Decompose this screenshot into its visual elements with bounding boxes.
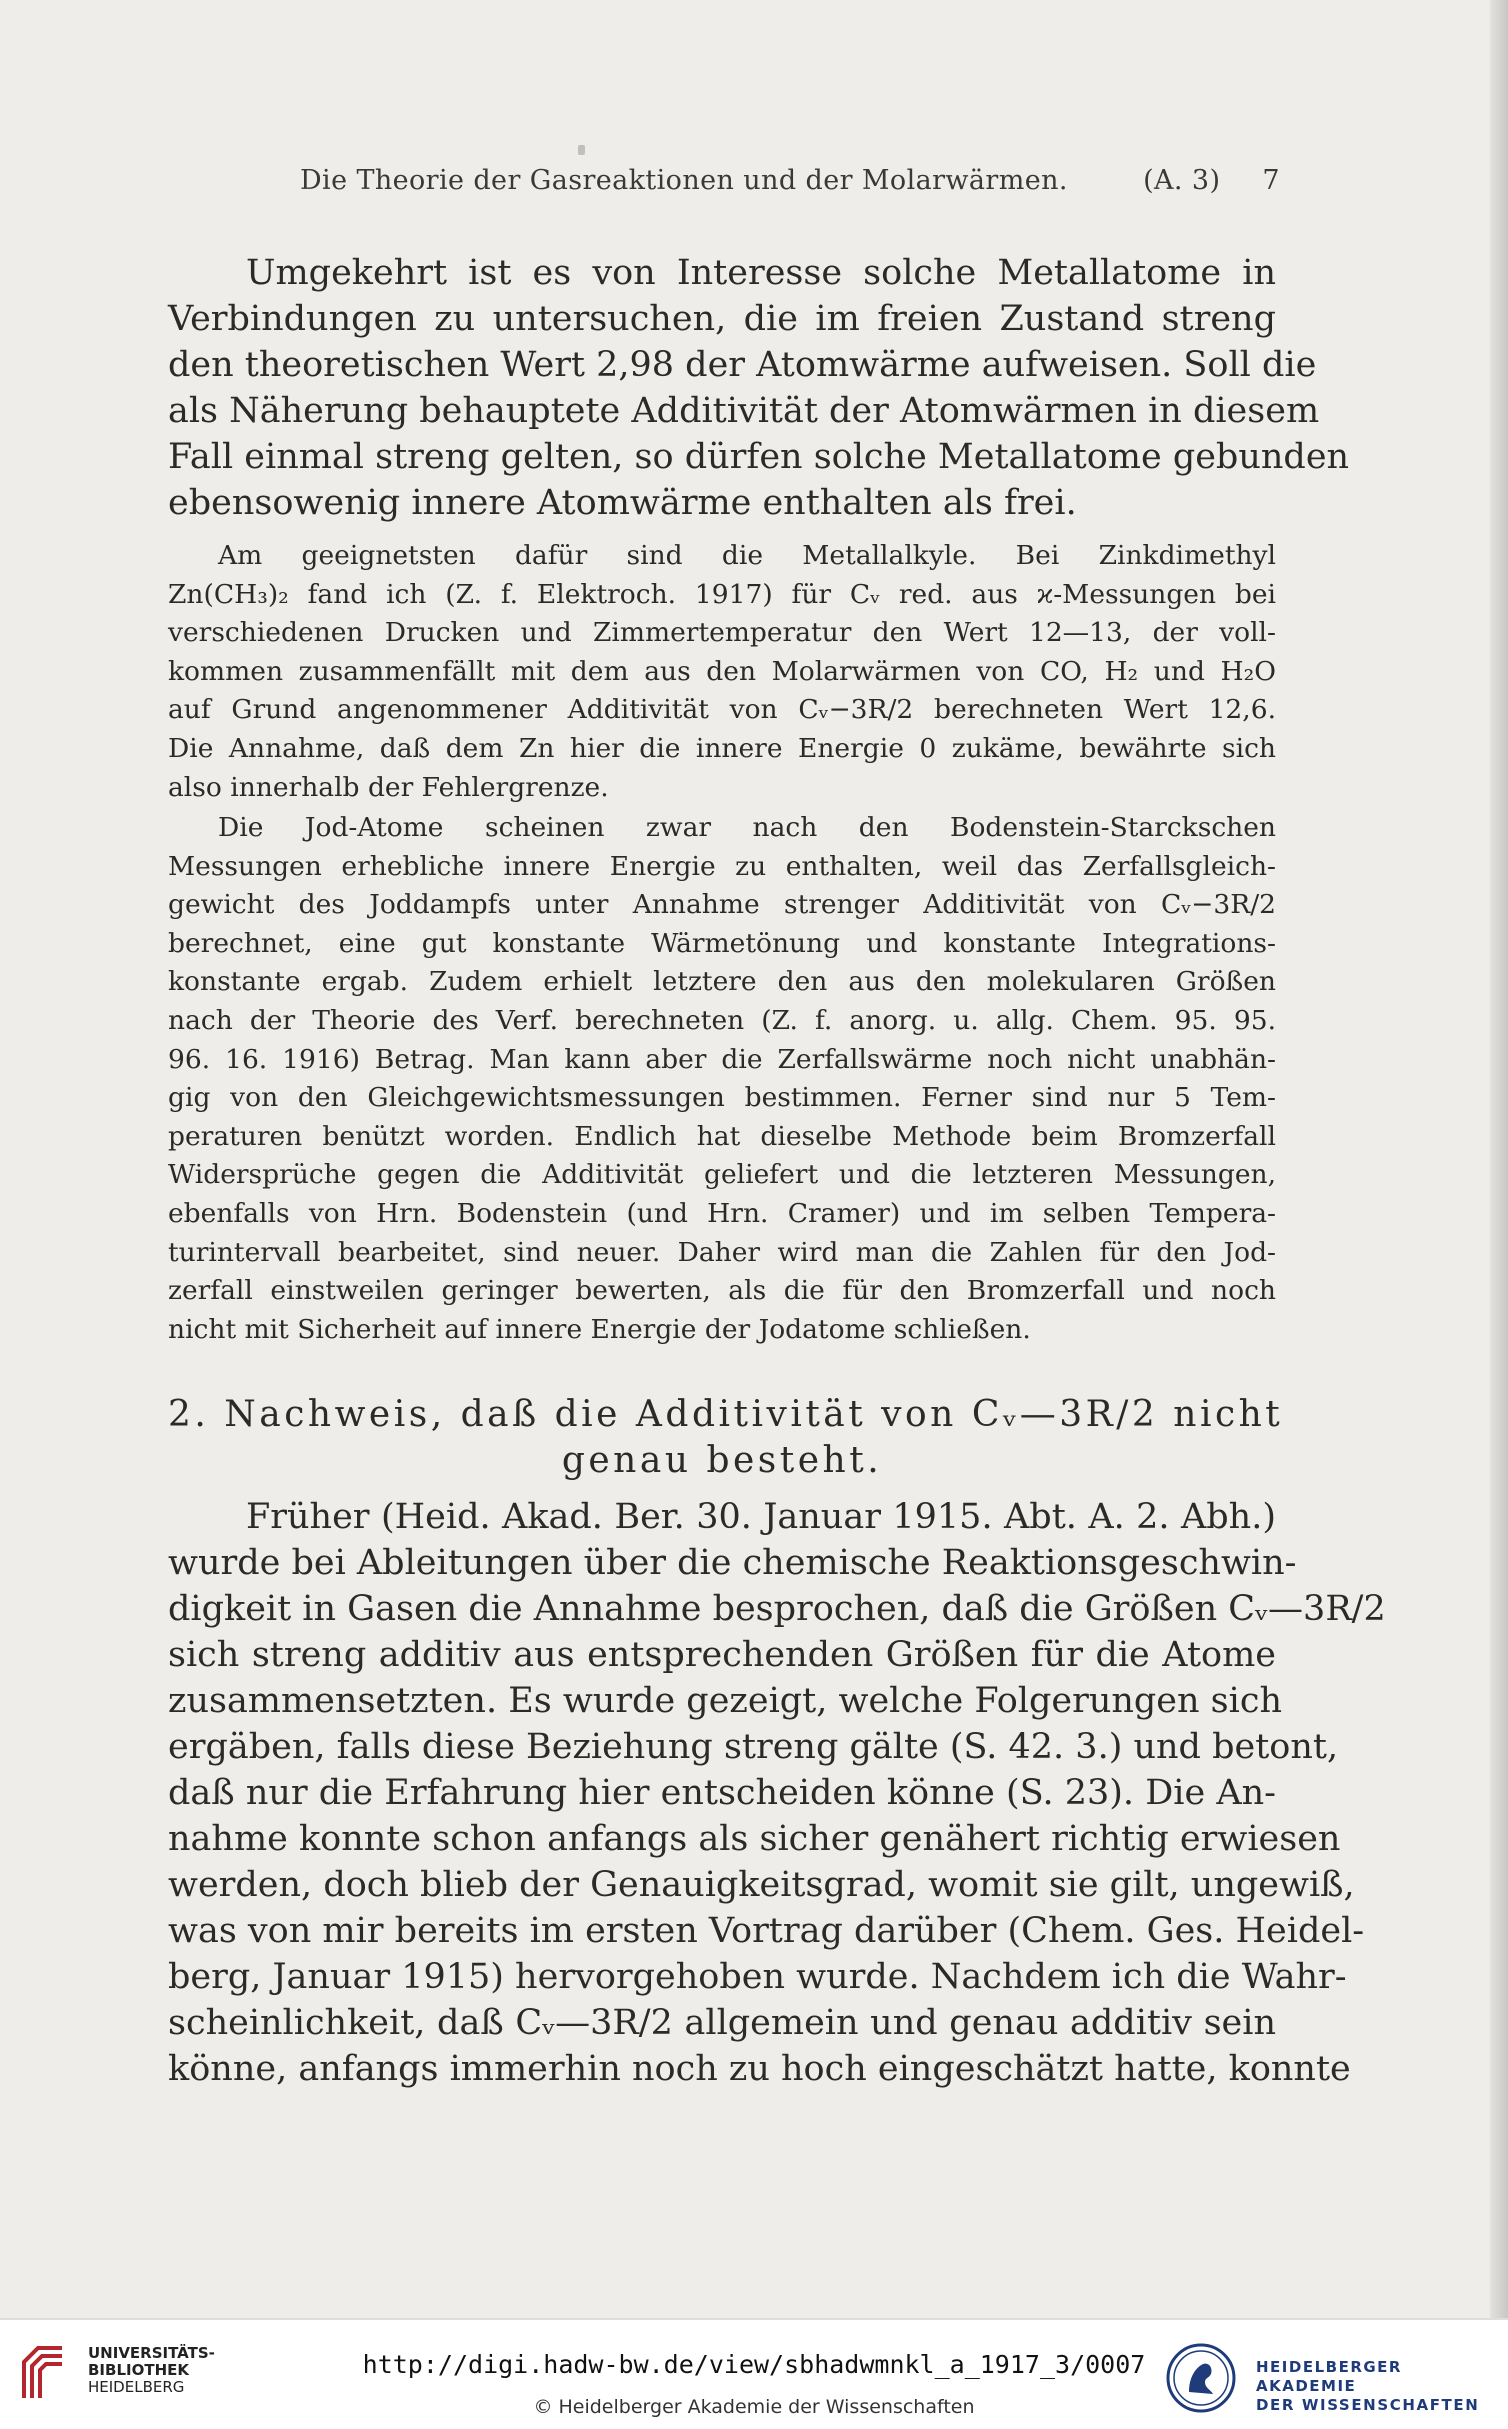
section-heading-line-1: 2. Nachweis, daß die Additivität von Cᵥ—3R/2 nicht: [168, 1394, 1284, 1435]
running-head: [300, 165, 1280, 196]
academy-seal-icon: [1165, 2342, 1237, 2414]
scan-speck: [578, 145, 585, 155]
text-line: turintervall bearbeitet, sind neuer. Daher wird man die Zahlen für den Jod-: [168, 1236, 1276, 1268]
text-line: was von mir bereits im ersten Vortrag darüber (Chem. Ges. Heidel-: [168, 1911, 1365, 1951]
section-heading-line-2: genau besteht.: [561, 1440, 883, 1481]
text-line: berg, Januar 1915) hervorgehoben wurde. Nachdem ich die Wahr-: [168, 1957, 1347, 1997]
library-name-line-2: BIBLIOTHEK: [88, 2361, 189, 2379]
text-line: konstante ergab. Zudem erhielt letztere den aus den molekularen Größen: [168, 966, 1276, 998]
library-name-line-3: HEIDELBERG: [88, 2378, 185, 2396]
text-line: daß nur die Erfahrung hier entscheiden könne (S. 23). Die An-: [168, 1773, 1276, 1813]
page-number: 7: [1262, 165, 1280, 196]
text-line: könne, anfangs immerhin noch zu hoch eingeschätzt hatte, konnte: [168, 2049, 1351, 2089]
text-line: Die Jod-Atome scheinen zwar nach den Bodenstein-Starckschen: [218, 812, 1276, 843]
running-head-title: Die Theorie der Gasreaktionen und der Molarwärmen.: [300, 165, 1068, 196]
text-line: Verbindungen zu untersuchen, die im freien Zustand streng: [168, 299, 1276, 339]
text-line: Messungen erhebliche innere Energie zu enthalten, weil das Zerfallsgleich-: [168, 850, 1276, 882]
text-line: verschiedenen Drucken und Zimmertemperatur den Wert 12—13, der voll-: [168, 617, 1276, 649]
page-edge-shadow: [1490, 0, 1508, 2318]
academy-name-line-1: HEIDELBERGER AKADEMIE: [1256, 2358, 1402, 2395]
section-heading: [168, 1392, 1284, 1484]
text-line: berechnet, eine gut konstante Wärmetönung und konstante Integrations-: [168, 927, 1276, 959]
text-line: den theoretischen Wert 2,98 der Atomwärme aufweisen. Soll die: [168, 345, 1317, 385]
text-line: gewicht des Joddampfs unter Annahme strenger Additivität von Cᵥ−3R/2: [168, 889, 1276, 921]
paragraph-2: [168, 537, 1276, 807]
text-line: nahme konnte schon anfangs als sicher genähert richtig erwiesen: [168, 1819, 1341, 1859]
text-line: Früher (Heid. Akad. Ber. 30. Januar 1915. Abt. A. 2. Abh.): [246, 1497, 1276, 1537]
text-line: 96. 16. 1916) Betrag. Man kann aber die Zerfallswärme noch nicht unabhän-: [168, 1043, 1276, 1075]
permalink-url[interactable]: http://digi.hadw-bw.de/view/sbhadwmnkl_a_1917_3/0007: [362, 2350, 1146, 2379]
text-line: werden, doch blieb der Genauigkeitsgrad, womit sie gilt, ungewiß,: [168, 1865, 1355, 1905]
running-head-section: (A. 3): [1143, 165, 1221, 196]
text-line: wurde bei Ableitungen über die chemische Reaktionsgeschwin-: [168, 1543, 1297, 1583]
text-line: Die Annahme, daß dem Zn hier die innere Energie 0 zukäme, bewährte sich: [168, 732, 1276, 764]
text-line: gig von den Gleichgewichtsmessungen bestimmen. Ferner sind nur 5 Tem-: [168, 1082, 1276, 1114]
academy-name-line-2: DER WISSENSCHAFTEN: [1256, 2396, 1480, 2414]
paragraph-4: [168, 1494, 1386, 2092]
text-line: zerfall einstweilen geringer bewerten, als die für den Bromzerfall und noch: [168, 1275, 1276, 1307]
text-line: kommen zusammenfällt mit dem aus den Molarwärmen von CO, H₂ und H₂O: [168, 655, 1276, 687]
text-line: Widersprüche gegen die Additivität geliefert und die letzteren Messungen,: [168, 1159, 1276, 1191]
text-line: als Näherung behauptete Additivität der Atomwärmen in diesem: [168, 391, 1320, 431]
text-line: Fall einmal streng gelten, so dürfen solche Metallatome gebunden: [168, 437, 1350, 477]
paragraph-3: [168, 809, 1276, 1349]
text-line: also innerhalb der Fehlergrenze.: [168, 771, 609, 803]
text-line: nach der Theorie des Verf. berechneten (Z. f. anorg. u. allg. Chem. 95. 95.: [168, 1004, 1276, 1036]
library-name-line-1: UNIVERSITÄTS-: [88, 2344, 215, 2362]
text-line: ebensowenig innere Atomwärme enthalten als frei.: [168, 483, 1077, 523]
text-line: digkeit in Gasen die Annahme besprochen, daß die Größen Cᵥ—3R/2: [168, 1589, 1386, 1629]
text-line: ebenfalls von Hrn. Bodenstein (und Hrn. Cramer) und im selben Tempera-: [168, 1197, 1276, 1229]
text-line: auf Grund angenommener Additivität von Cᵥ−3R/2 berechneten Wert 12,6.: [168, 694, 1276, 726]
text-line: nicht mit Sicherheit auf innere Energie der Jodatome schließen.: [168, 1313, 1031, 1345]
footer-bar: [0, 2318, 1508, 2429]
text-line: Am geeignetsten dafür sind die Metallalkyle. Bei Zinkdimethyl: [218, 540, 1276, 571]
text-line: scheinlichkeit, daß Cᵥ—3R/2 allgemein und genau additiv sein: [168, 2003, 1276, 2043]
text-line: ergäben, falls diese Beziehung streng gälte (S. 42. 3.) und betont,: [168, 1727, 1339, 1767]
text-line: Zn(CH₃)₂ fand ich (Z. f. Elektroch. 1917) für Cᵥ red. aus ϰ-Messungen bei: [168, 578, 1276, 610]
text-line: peraturen benützt worden. Endlich hat dieselbe Methode beim Bromzerfall: [168, 1120, 1276, 1152]
text-line: zusammensetzten. Es wurde gezeigt, welche Folgerungen sich: [168, 1681, 1282, 1721]
text-line: sich streng additiv aus entsprechenden Größen für die Atome: [168, 1635, 1276, 1675]
paragraph-1: [168, 250, 1350, 526]
academy-name: [1256, 2358, 1508, 2415]
text-line: Umgekehrt ist es von Interesse solche Metallatome in: [246, 253, 1276, 293]
copyright-notice: © Heidelberger Akademie der Wissenschaften: [533, 2396, 975, 2418]
